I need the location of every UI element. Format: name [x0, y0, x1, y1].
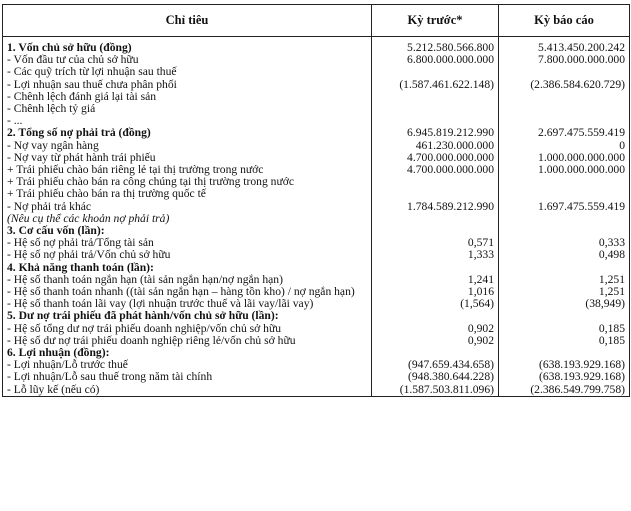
- table-row: [3, 127, 630, 139]
- row-label: - Lợi nhuận/Lỗ sau thuế trong năm tài chính: [3, 371, 372, 383]
- row-label: - Nợ phải trả khác: [3, 201, 372, 213]
- table-row: [3, 225, 630, 237]
- previous-period-value: (1,564): [372, 298, 499, 310]
- row-label: - Nợ vay ngân hàng: [3, 140, 372, 152]
- previous-period-value: [372, 176, 499, 188]
- row-label: 1. Vốn chủ sở hữu (đồng): [3, 37, 372, 55]
- previous-period-value: 6.945.819.212.990: [372, 127, 499, 139]
- header-indicator: Chỉ tiêu: [3, 5, 372, 37]
- table-row: [3, 359, 630, 371]
- financial-indicators-table: [2, 4, 630, 397]
- row-label: - Chênh lệch tỷ giá: [3, 103, 372, 115]
- previous-period-value: 6.800.000.000.000: [372, 54, 499, 66]
- row-label: + Trái phiếu chào bán riêng lẻ tại thị trường trong nước: [3, 164, 372, 176]
- header-reporting-period: Kỳ báo cáo: [499, 5, 630, 37]
- row-label: - Lợi nhuận sau thuế chưa phân phối: [3, 79, 372, 91]
- row-label: - Lợi nhuận/Lỗ trước thuế: [3, 359, 372, 371]
- previous-period-value: 1,333: [372, 249, 499, 261]
- previous-period-value: [372, 188, 499, 200]
- row-label: 5. Dư nợ trái phiếu đã phát hành/vốn chủ sở hữu (lần):: [3, 310, 372, 322]
- header-previous-period: Kỳ trước*: [372, 5, 499, 37]
- row-label: - Hệ số nợ phải trả/Tổng tài sản: [3, 237, 372, 249]
- row-label: (Nêu cụ thể các khoản nợ phải trả): [3, 213, 372, 225]
- table-row: [3, 213, 630, 225]
- reporting-period-value: 0,498: [499, 249, 630, 261]
- row-label: 3. Cơ cấu vốn (lần):: [3, 225, 372, 237]
- table-row: [3, 274, 630, 286]
- reporting-period-value: [499, 115, 630, 127]
- table-row: [3, 91, 630, 103]
- row-label: + Trái phiếu chào bán ra công chúng tại thị trường trong nước: [3, 176, 372, 188]
- table-row: [3, 140, 630, 152]
- table-row: [3, 115, 630, 127]
- previous-period-value: [372, 213, 499, 225]
- reporting-period-value: 1,251: [499, 286, 630, 298]
- row-label: - Lỗ lũy kế (nếu có): [3, 384, 372, 397]
- previous-period-value: (1.587.461.622.148): [372, 79, 499, 91]
- previous-period-value: 0,902: [372, 323, 499, 335]
- reporting-period-value: (638.193.929.168): [499, 359, 630, 371]
- previous-period-value: (948.380.644.228): [372, 371, 499, 383]
- table-row: [3, 347, 630, 359]
- previous-period-value: [372, 225, 499, 237]
- reporting-period-value: (2.386.549.799.758): [499, 384, 630, 397]
- previous-period-value: [372, 310, 499, 322]
- reporting-period-value: 1.000.000.000.000: [499, 164, 630, 176]
- reporting-period-value: 0: [499, 140, 630, 152]
- table-row: [3, 384, 630, 397]
- table-row: [3, 176, 630, 188]
- reporting-period-value: 1,251: [499, 274, 630, 286]
- reporting-period-value: [499, 103, 630, 115]
- table-row: [3, 54, 630, 66]
- table-row: [3, 262, 630, 274]
- previous-period-value: [372, 347, 499, 359]
- reporting-period-value: [499, 91, 630, 103]
- table-row: [3, 249, 630, 261]
- reporting-period-value: 7.800.000.000.000: [499, 54, 630, 66]
- previous-period-value: (1.587.503.811.096): [372, 384, 499, 397]
- table-body: [3, 37, 630, 397]
- table-row: [3, 286, 630, 298]
- reporting-period-value: [499, 310, 630, 322]
- row-label: - Các quỹ trích từ lợi nhuận sau thuế: [3, 66, 372, 78]
- reporting-period-value: (638.193.929.168): [499, 371, 630, 383]
- table-row: [3, 335, 630, 347]
- reporting-period-value: 5.413.450.200.242: [499, 37, 630, 55]
- table-row: [3, 188, 630, 200]
- table-row: [3, 37, 630, 55]
- row-label: - Hệ số nợ phải trả/Vốn chủ sở hữu: [3, 249, 372, 261]
- table-row: [3, 298, 630, 310]
- table-row: [3, 79, 630, 91]
- previous-period-value: 4.700.000.000.000: [372, 152, 499, 164]
- table-header-row: [3, 5, 630, 37]
- row-label: - Hệ số thanh toán lãi vay (lợi nhuận trước thuế và lãi vay/lãi vay): [3, 298, 372, 310]
- row-label: - Nợ vay từ phát hành trái phiếu: [3, 152, 372, 164]
- row-label: 4. Khả năng thanh toán (lần):: [3, 262, 372, 274]
- previous-period-value: [372, 115, 499, 127]
- row-label: 2. Tổng số nợ phải trả (đồng): [3, 127, 372, 139]
- table-row: [3, 310, 630, 322]
- row-label: - ...: [3, 115, 372, 127]
- reporting-period-value: 1.000.000.000.000: [499, 152, 630, 164]
- previous-period-value: 0,902: [372, 335, 499, 347]
- reporting-period-value: 1.697.475.559.419: [499, 201, 630, 213]
- reporting-period-value: [499, 225, 630, 237]
- reporting-period-value: (2.386.584.620.729): [499, 79, 630, 91]
- table-row: [3, 323, 630, 335]
- previous-period-value: 461.230.000.000: [372, 140, 499, 152]
- previous-period-value: (947.659.434.658): [372, 359, 499, 371]
- previous-period-value: 0,571: [372, 237, 499, 249]
- table-row: [3, 152, 630, 164]
- reporting-period-value: [499, 347, 630, 359]
- previous-period-value: 1.784.589.212.990: [372, 201, 499, 213]
- row-label: 6. Lợi nhuận (đồng):: [3, 347, 372, 359]
- previous-period-value: 1,016: [372, 286, 499, 298]
- row-label: - Hệ số thanh toán nhanh ((tài sản ngắn hạn – hàng tồn kho) / nợ ngắn hạn): [3, 286, 372, 298]
- previous-period-value: [372, 262, 499, 274]
- previous-period-value: [372, 91, 499, 103]
- table-row: [3, 103, 630, 115]
- row-label: - Chênh lệch đánh giá lại tài sản: [3, 91, 372, 103]
- row-label: - Vốn đầu tư của chủ sở hữu: [3, 54, 372, 66]
- table-row: [3, 164, 630, 176]
- reporting-period-value: 2.697.475.559.419: [499, 127, 630, 139]
- previous-period-value: 1,241: [372, 274, 499, 286]
- previous-period-value: [372, 103, 499, 115]
- row-label: + Trái phiếu chào bán ra thị trường quốc tế: [3, 188, 372, 200]
- table-row: [3, 237, 630, 249]
- row-label: - Hệ số thanh toán ngắn hạn (tài sản ngắn hạn/nợ ngắn hạn): [3, 274, 372, 286]
- table-row: [3, 371, 630, 383]
- reporting-period-value: [499, 176, 630, 188]
- previous-period-value: 5.212.580.566.800: [372, 37, 499, 55]
- table-row: [3, 201, 630, 213]
- table-row: [3, 66, 630, 78]
- reporting-period-value: (38,949): [499, 298, 630, 310]
- reporting-period-value: [499, 66, 630, 78]
- reporting-period-value: [499, 213, 630, 225]
- previous-period-value: [372, 66, 499, 78]
- reporting-period-value: 0,185: [499, 335, 630, 347]
- reporting-period-value: 0,333: [499, 237, 630, 249]
- row-label: - Hệ số dư nợ trái phiếu doanh nghiệp riêng lẻ/vốn chủ sở hữu: [3, 335, 372, 347]
- previous-period-value: 4.700.000.000.000: [372, 164, 499, 176]
- reporting-period-value: [499, 262, 630, 274]
- row-label: - Hệ số tổng dư nợ trái phiếu doanh nghiệp/vốn chủ sở hữu: [3, 323, 372, 335]
- reporting-period-value: [499, 188, 630, 200]
- reporting-period-value: 0,185: [499, 323, 630, 335]
